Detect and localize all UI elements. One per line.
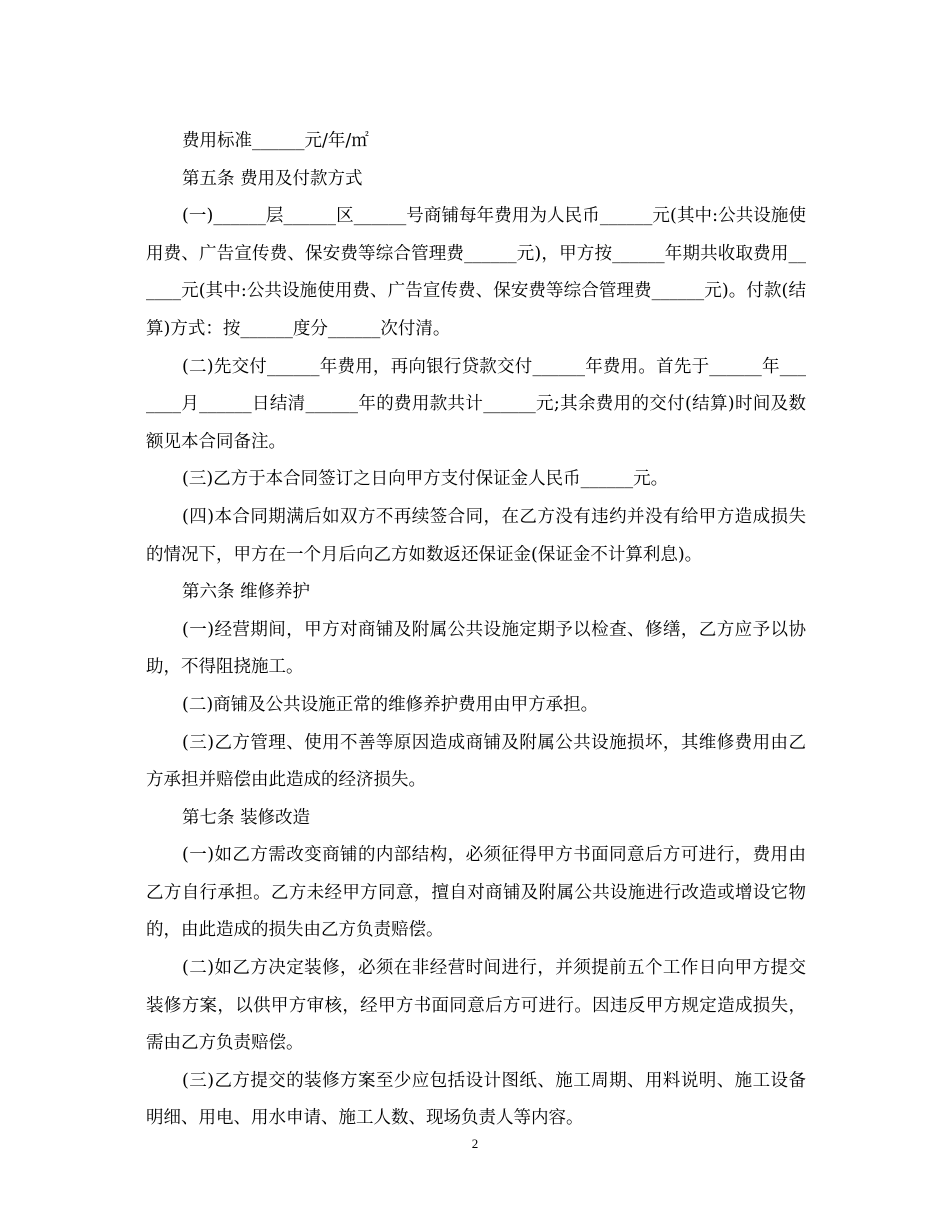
heading-article-5: 第五条 费用及付款方式 <box>182 168 363 189</box>
paragraph-7-1: (一)如乙方需改变商铺的内部结构，必须征得甲方书面同意后方可进行，费用由乙方自行承担。乙方未经甲方同意，擅自对商铺及附属公共设施进行改造或增设它物的，由此造成的损失由乙方负责赔偿。 <box>146 845 806 941</box>
heading-article-7: 第七条 装修改造 <box>182 807 311 828</box>
paragraph-5-3: (三)乙方于本合同签订之日向甲方支付保证金人民币______元。 <box>182 469 669 490</box>
paragraph-7-3: (三)乙方提交的装修方案至少应包括设计图纸、施工周期、用料说明、施工设备明细、用电、用水申请、施工人数、现场负责人等内容。 <box>146 1070 806 1129</box>
heading-article-6: 第六条 维修养护 <box>182 582 311 603</box>
document-body <box>146 123 806 1138</box>
paragraph-5-4: (四)本合同期满后如双方不再续签合同，在乙方没有违约并没有给甲方造成损失的情况下，甲方在一个月后向乙方如数返还保证金(保证金不计算利息)。 <box>146 506 806 565</box>
paragraph-5-2: (二)先交付______年费用，再向银行贷款交付______年费用。首先于______年_______月______日结清______年的费用款共计______元;其余费用的交付(结算)时间及数额见本合同备注。 <box>146 356 806 452</box>
paragraph-6-1: (一)经营期间，甲方对商铺及附属公共设施定期予以检查、修缮，乙方应予以协助，不得阻挠施工。 <box>146 619 806 678</box>
page-number: 2 <box>471 1136 479 1151</box>
paragraph-7-2: (二)如乙方决定装修，必须在非经营时间进行，并须提前五个工作日向甲方提交装修方案，以供甲方审核，经甲方书面同意后方可进行。因违反甲方规定造成损失，需由乙方负责赔偿。 <box>146 958 806 1054</box>
paragraph-6-2: (二)商铺及公共设施正常的维修养护费用由甲方承担。 <box>182 694 599 715</box>
paragraph-fee-standard: 费用标准______元/年/㎡ <box>182 131 369 151</box>
paragraph-6-3: (三)乙方管理、使用不善等原因造成商铺及附属公共设施损坏，其维修费用由乙方承担并赔偿由此造成的经济损失。 <box>146 732 806 791</box>
paragraph-5-1: (一)______层______区______号商铺每年费用为人民币______元(其中:公共设施使用费、广告宣传费、保安费等综合管理费______元)，甲方按______年期共收取费用______元(其中:公共设施使用费、广告宣传费、保安费等综合管理费______元)。付款(结算)方式：按______度分______次付清。 <box>146 206 806 339</box>
